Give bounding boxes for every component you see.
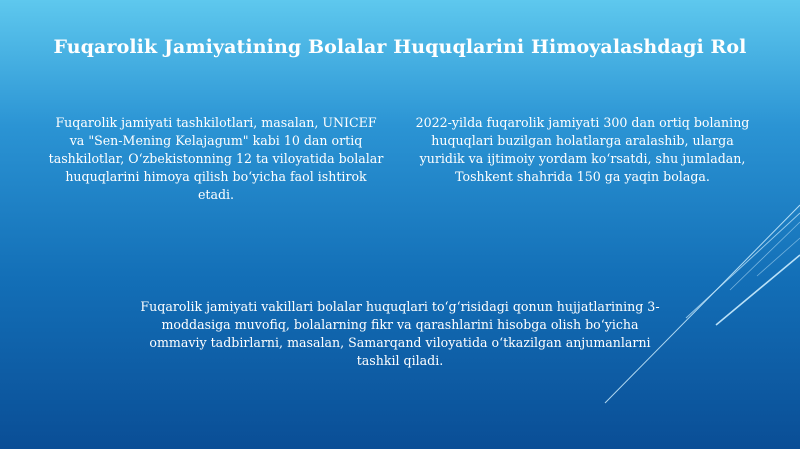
decorative-line xyxy=(730,222,800,290)
slide-title: Fuqarolik Jamiyatining Bolalar Huquqlarini Himoyalashdagi Rol xyxy=(53,36,747,58)
paragraph-bottom: Fuqarolik jamiyati vakillari bolalar huquqlari to‘g‘risidagi qonun hujjatlarining 3-moddasiga muvofiq, bolalarning fikr va qarashlarini hisobga olish bo‘yicha ommaviy tadbirlarni, masalan, Samarqand viloyatida o‘tkazilgan anjumanlarni tashkil qiladi. xyxy=(140,299,660,368)
paragraph-left: Fuqarolik jamiyati tashkilotlari, masalan, UNICEF va "Sen-Mening Kelajagum" kabi 10 dan ortiq tashkilotlar, O‘zbekistonning 12 ta viloyatida bolalar huquqlarini himoya qilish bo‘yicha faol ishtirok etadi. xyxy=(48,115,384,202)
decorative-line xyxy=(716,255,800,325)
paragraph-right: 2022-yilda fuqarolik jamiyati 300 dan ortiq bolaning huquqlari buzilgan holatlarga aralashib, ularga yuridik va ijtimoiy yordam ko‘rsatdi, shu jumladan, Toshkent shahrida 150 ga yaqin bolaga. xyxy=(415,115,750,184)
